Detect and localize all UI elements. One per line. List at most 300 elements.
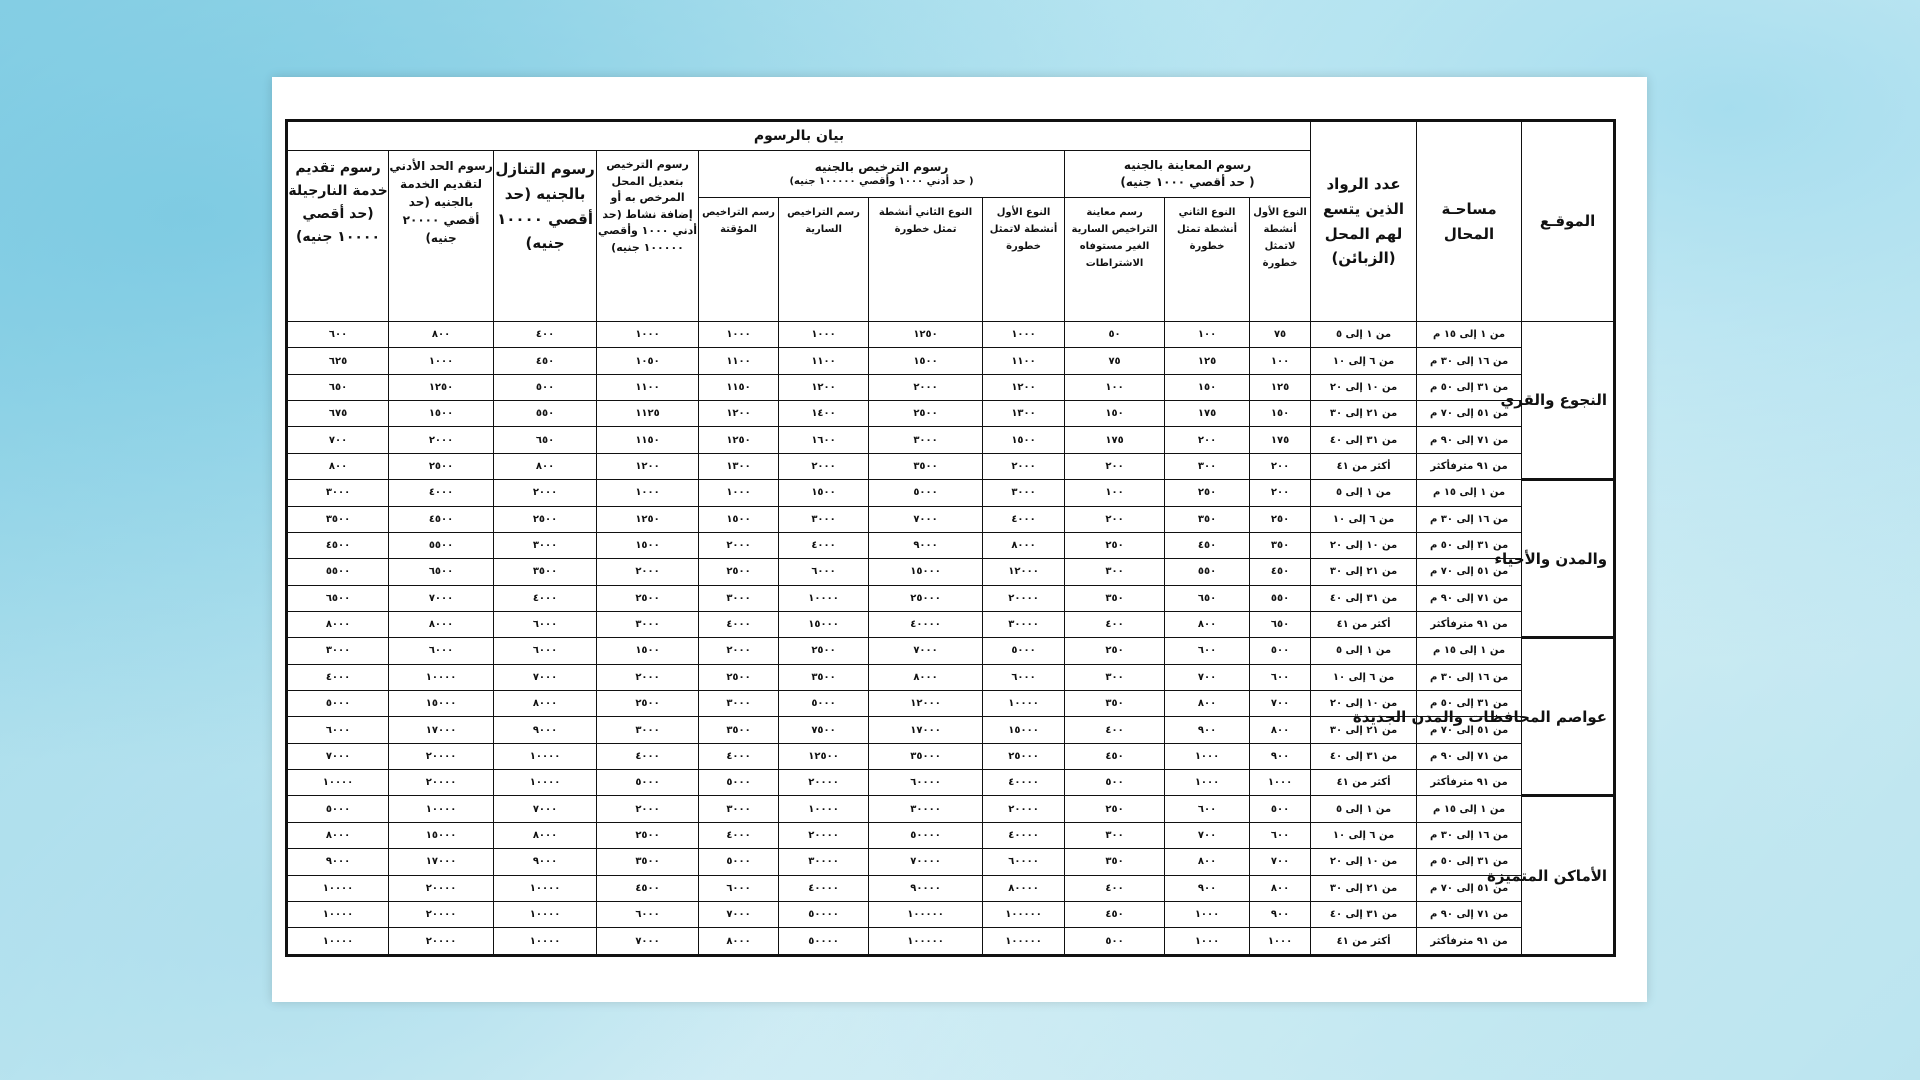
visitors-cell: من ٢١ إلى ٣٠ <box>1311 401 1417 427</box>
fee-cell: ٧٠٠٠ <box>597 928 699 956</box>
fee-cell: ٢٠٠٠ <box>597 796 699 822</box>
area-cell: من ١ إلى ١٥ م <box>1417 638 1522 664</box>
visitors-cell: من ٣١ إلى ٤٠ <box>1311 427 1417 453</box>
visitors-cell: من ١ إلى ٥ <box>1311 796 1417 822</box>
fee-cell: ٣٠٠٠ <box>494 532 597 558</box>
fee-cell: ٤٠٠٠٠ <box>779 875 869 901</box>
fee-cell: ٤٠٠٠ <box>597 743 699 769</box>
fee-cell: ١٥٠٠ <box>389 401 494 427</box>
fee-cell: ٢٠٠٠٠ <box>983 796 1065 822</box>
area-cell: من ٧١ إلى ٩٠ م <box>1417 743 1522 769</box>
table-row <box>287 559 1615 585</box>
table-row <box>287 585 1615 611</box>
fee-cell: ٢٠٠٠٠ <box>983 585 1065 611</box>
table-row <box>287 638 1615 664</box>
fee-cell: ١٦٠٠ <box>779 427 869 453</box>
visitors-cell: أكثر من ٤١ <box>1311 770 1417 796</box>
area-cell: من ٩١ مترفأكثر <box>1417 770 1522 796</box>
table-row <box>287 401 1615 427</box>
area-cell: من ١٦ إلى ٣٠ م <box>1417 822 1522 848</box>
fee-cell: ١٠٠٠٠ <box>779 585 869 611</box>
fee-cell: ١٤٠٠ <box>779 401 869 427</box>
area-cell: من ٧١ إلى ٩٠ م <box>1417 427 1522 453</box>
fee-cell: ٢٥٠٠ <box>597 822 699 848</box>
fee-cell: ١٧٠٠٠ <box>869 717 983 743</box>
header-transfer: رسوم التنازل بالجنيه (حد أقصي ١٠٠٠٠ جنيه) <box>494 151 597 322</box>
table-row <box>287 453 1615 479</box>
fee-cell: ٥٠٠٠ <box>287 796 389 822</box>
fee-cell: ٧٠٠٠ <box>389 585 494 611</box>
fee-cell: ٢٠٠٠ <box>779 453 869 479</box>
fee-cell: ١٠٠٠٠ <box>389 664 494 690</box>
fee-cell: ١٠٠٠٠ <box>494 901 597 927</box>
fee-cell: ٥٠٠٠ <box>597 770 699 796</box>
fee-cell: ٢٥٠٠ <box>597 691 699 717</box>
fee-cell: ٦٠٠٠ <box>699 875 779 901</box>
fee-cell: ٤٠٠٠ <box>287 664 389 690</box>
area-cell: من ٧١ إلى ٩٠ م <box>1417 901 1522 927</box>
fee-cell: ٤٥٠ <box>1250 559 1311 585</box>
fee-cell: ٣٠٠٠ <box>287 480 389 506</box>
visitors-cell: من ٢١ إلى ٣٠ <box>1311 717 1417 743</box>
table-row <box>287 875 1615 901</box>
fee-cell: ٦٠٠ <box>287 322 389 348</box>
fee-cell: ٢٥٠٠ <box>597 585 699 611</box>
fee-cell: ١٢٠٠ <box>699 401 779 427</box>
fee-cell: ٨٠٠ <box>1250 875 1311 901</box>
visitors-cell: من ٦ إلى ١٠ <box>1311 506 1417 532</box>
fee-cell: ٢٥٠٠ <box>699 559 779 585</box>
fee-cell: ٤٠٠ <box>494 322 597 348</box>
fee-cell: ١٥٠٠٠ <box>779 611 869 637</box>
header-insp-type1: النوع الأول أنشطة لاتمثل خطورة <box>1250 198 1311 322</box>
fee-cell: ١٠٠٠ <box>699 322 779 348</box>
fee-cell: ٢٠٠ <box>1065 453 1165 479</box>
fee-cell: ١٠٠٠ <box>597 322 699 348</box>
area-cell: من ١٦ إلى ٣٠ م <box>1417 348 1522 374</box>
fee-cell: ٨٠٠ <box>1165 611 1250 637</box>
fee-cell: ١٢٠٠٠ <box>869 691 983 717</box>
visitors-cell: من ١٠ إلى ٢٠ <box>1311 691 1417 717</box>
area-cell: من ٥١ إلى ٧٠ م <box>1417 875 1522 901</box>
table-row <box>287 611 1615 637</box>
fee-cell: ٦٠٠٠ <box>389 638 494 664</box>
fee-cell: ١٧٠٠٠ <box>389 717 494 743</box>
header-insp-type2: النوع الثاني أنشطة تمثل خطورة <box>1165 198 1250 322</box>
fee-cell: ١٢٥٠ <box>389 374 494 400</box>
fee-cell: ٣٥٠ <box>1065 691 1165 717</box>
fee-cell: ٧٠٠٠٠ <box>869 849 983 875</box>
fee-cell: ٧٠٠ <box>1165 664 1250 690</box>
fee-cell: ٣٠٠٠ <box>983 480 1065 506</box>
fee-cell: ٤٥٠ <box>494 348 597 374</box>
fee-cell: ١٠٠٠٠ <box>494 743 597 769</box>
fee-cell: ٢٥٠٠ <box>389 453 494 479</box>
fee-cell: ١١٢٥ <box>597 401 699 427</box>
fee-cell: ١١٠٠ <box>597 374 699 400</box>
fees-table-body <box>287 322 1615 956</box>
fee-cell: ٦٧٥ <box>287 401 389 427</box>
fee-cell: ٣٠٠ <box>1065 822 1165 848</box>
fee-cell: ٥٠٠ <box>1250 638 1311 664</box>
fee-cell: ١١٥٠ <box>597 427 699 453</box>
fee-cell: ٨٠٠ <box>1165 849 1250 875</box>
fee-cell: ١٠٠٠ <box>983 322 1065 348</box>
fee-cell: ١٢٥ <box>1250 374 1311 400</box>
fee-cell: ١٥٠ <box>1250 401 1311 427</box>
visitors-cell: من ٣١ إلى ٤٠ <box>1311 901 1417 927</box>
fee-cell: ٢٠٠ <box>1065 506 1165 532</box>
fee-cell: ٤٠٠٠ <box>699 822 779 848</box>
fee-cell: ٢٥٠ <box>1065 532 1165 558</box>
visitors-cell: من ١٠ إلى ٢٠ <box>1311 849 1417 875</box>
fee-cell: ١٠٠٠ <box>389 348 494 374</box>
fee-cell: ١٢٠٠٠ <box>983 559 1065 585</box>
fee-cell: ٨٠٠ <box>1250 717 1311 743</box>
location-cell: الأماكن المتميزة <box>1522 796 1615 956</box>
fee-cell: ٣٠٠ <box>1065 664 1165 690</box>
fee-cell: ١٠٠ <box>1065 480 1165 506</box>
area-cell: من ١ إلى ١٥ م <box>1417 796 1522 822</box>
fee-cell: ٨٠٠٠ <box>869 664 983 690</box>
table-row <box>287 822 1615 848</box>
visitors-cell: من ١٠ إلى ٢٠ <box>1311 374 1417 400</box>
table-row <box>287 480 1615 506</box>
fee-cell: ١٠٠٠٠ <box>779 796 869 822</box>
fee-cell: ١٢٥٠ <box>597 506 699 532</box>
fee-cell: ٢٠٠٠٠ <box>779 822 869 848</box>
table-row <box>287 374 1615 400</box>
fee-cell: ٤٠٠ <box>1065 875 1165 901</box>
area-cell: من ٩١ مترفأكثر <box>1417 453 1522 479</box>
area-cell: من ٩١ مترفأكثر <box>1417 611 1522 637</box>
table-row <box>287 322 1615 348</box>
location-cell: النجوع والقري <box>1522 322 1615 480</box>
fee-cell: ٥٠٠ <box>1065 928 1165 956</box>
fee-cell: ٥٠٠٠٠ <box>779 928 869 956</box>
fee-cell: ١٠٠٠٠ <box>494 875 597 901</box>
fee-cell: ٤٠٠٠ <box>494 585 597 611</box>
fee-cell: ٣٥٠ <box>1250 532 1311 558</box>
fee-cell: ٥٠٠ <box>1065 770 1165 796</box>
fee-cell: ٦٠٠٠ <box>287 717 389 743</box>
fee-cell: ٤٥٠ <box>1165 532 1250 558</box>
fee-cell: ١٠٠٠٠٠ <box>869 901 983 927</box>
fee-cell: ٥٠ <box>1065 322 1165 348</box>
fee-cell: ٢٠٠٠٠ <box>389 743 494 769</box>
area-cell: من ١٦ إلى ٣٠ م <box>1417 506 1522 532</box>
fee-cell: ٧٠٠ <box>287 427 389 453</box>
fee-cell: ٢٠٠٠٠ <box>389 770 494 796</box>
table-title: بيان بالرسوم <box>287 121 1311 151</box>
fee-cell: ٨٠٠ <box>1165 691 1250 717</box>
area-cell: من ٣١ إلى ٥٠ م <box>1417 691 1522 717</box>
fee-cell: ٤٠٠٠ <box>983 506 1065 532</box>
fee-cell: ٢٠٠ <box>1165 427 1250 453</box>
fee-cell: ٦٥٠ <box>494 427 597 453</box>
fee-cell: ٢٠٠٠٠ <box>389 875 494 901</box>
fee-cell: ٦٢٥ <box>287 348 389 374</box>
visitors-cell: من ٢١ إلى ٣٠ <box>1311 559 1417 585</box>
fee-cell: ٥٠٠٠٠ <box>779 901 869 927</box>
fee-cell: ٨٠٠٠ <box>494 691 597 717</box>
fee-cell: ٩٠٠ <box>1250 743 1311 769</box>
area-cell: من ١ إلى ١٥ م <box>1417 480 1522 506</box>
fee-cell: ٢٥٠٠٠ <box>983 743 1065 769</box>
fee-cell: ٧٥٠٠ <box>779 717 869 743</box>
document-page <box>272 77 1647 1002</box>
fee-cell: ٤٥٠ <box>1065 901 1165 927</box>
fee-cell: ٨٠٠ <box>494 453 597 479</box>
fee-cell: ٦٠٠ <box>1165 796 1250 822</box>
visitors-cell: من ٣١ إلى ٤٠ <box>1311 585 1417 611</box>
fee-cell: ٧٠٠٠ <box>699 901 779 927</box>
fee-cell: ٦٥٠٠ <box>389 559 494 585</box>
fee-cell: ٢٥٠ <box>1065 796 1165 822</box>
visitors-cell: أكثر من ٤١ <box>1311 453 1417 479</box>
fee-cell: ٦٠٠٠ <box>779 559 869 585</box>
fee-cell: ٢٠٠ <box>1250 453 1311 479</box>
table-row <box>287 901 1615 927</box>
fee-cell: ٤٠٠ <box>1065 717 1165 743</box>
fee-cell: ٦٠٠٠ <box>494 611 597 637</box>
fee-cell: ٤٠٠٠ <box>389 480 494 506</box>
fee-cell: ١٢٠٠ <box>597 453 699 479</box>
fee-cell: ٥٥٠٠ <box>389 532 494 558</box>
fee-cell: ٤٠٠٠٠ <box>869 611 983 637</box>
fee-cell: ١٥٠٠ <box>983 427 1065 453</box>
header-license-group <box>699 151 1065 198</box>
fee-cell: ٣٥٠ <box>1065 849 1165 875</box>
fee-cell: ٢٠٠٠ <box>597 664 699 690</box>
header-min-service: رسوم الحد الأدني لتقديم الخدمة بالجنيه (حد أقصي ٢٠٠٠٠ جنيه) <box>389 151 494 322</box>
table-row <box>287 849 1615 875</box>
fee-cell: ٣٥٠٠ <box>869 453 983 479</box>
fee-cell: ٥٠٠٠ <box>287 691 389 717</box>
fee-cell: ٦٥٠ <box>287 374 389 400</box>
fee-cell: ١٠٠٠ <box>597 480 699 506</box>
header-insp-license: رسم معاينة التراخيص السارية الغير مستوفاه الاشتراطات <box>1065 198 1165 322</box>
fee-cell: ٨٠٠٠ <box>983 532 1065 558</box>
header-lic-temp: رسم التراخيص المؤقتة <box>699 198 779 322</box>
fee-cell: ١١٠٠ <box>983 348 1065 374</box>
fee-cell: ١٥٠٠٠ <box>983 717 1065 743</box>
fee-cell: ١٠٠٠٠ <box>287 875 389 901</box>
header-visitors: عدد الرواد الذين يتسع لهم المحل (الزبائن) <box>1311 121 1417 322</box>
fee-cell: ١٧٥ <box>1065 427 1165 453</box>
fee-cell: ١٠٠٠٠ <box>287 901 389 927</box>
fee-cell: ٢٥٠٠ <box>494 506 597 532</box>
fee-cell: ٧٠٠٠ <box>494 796 597 822</box>
fee-cell: ٦٥٠٠ <box>287 585 389 611</box>
fee-cell: ٦٠٠٠ <box>494 638 597 664</box>
fee-cell: ١٠٠٠ <box>1165 901 1250 927</box>
fee-cell: ٢٠٠٠ <box>869 374 983 400</box>
fee-cell: ٤٠٠٠ <box>779 532 869 558</box>
header-area: مساحـة المحال <box>1417 121 1522 322</box>
fee-cell: ١٥٠٠ <box>869 348 983 374</box>
fee-cell: ٥٥٠ <box>1165 559 1250 585</box>
fee-cell: ١٥٠ <box>1165 374 1250 400</box>
fee-cell: ٥٠٠٠ <box>983 638 1065 664</box>
fee-cell: ٧٠٠٠ <box>494 664 597 690</box>
fee-cell: ٦٠٠ <box>1165 638 1250 664</box>
fee-cell: ٨٠٠٠ <box>287 611 389 637</box>
fee-cell: ١٥٠٠ <box>779 480 869 506</box>
fee-cell: ١٥٠٠ <box>597 532 699 558</box>
location-cell: والمدن والأحياء <box>1522 480 1615 638</box>
fee-cell: ٢٥٠ <box>1250 506 1311 532</box>
fee-cell: ١٢٠٠ <box>779 374 869 400</box>
fee-cell: ١٠٠ <box>1065 374 1165 400</box>
fee-cell: ١٢٥ <box>1165 348 1250 374</box>
fee-cell: ١٠٥٠ <box>597 348 699 374</box>
fee-cell: ٢٥٠٠ <box>699 664 779 690</box>
area-cell: من ٥١ إلى ٧٠ م <box>1417 401 1522 427</box>
fee-cell: ٥٠٠ <box>494 374 597 400</box>
fee-cell: ٩٠٠ <box>1165 875 1250 901</box>
fee-cell: ٧٠٠ <box>1165 822 1250 848</box>
fee-cell: ٢٠٠٠ <box>494 480 597 506</box>
visitors-cell: من ٦ إلى ١٠ <box>1311 664 1417 690</box>
fee-cell: ٩٠٠٠ <box>869 532 983 558</box>
fee-cell: ٣٥٠٠ <box>699 717 779 743</box>
fee-cell: ١٥٠٠٠ <box>389 822 494 848</box>
visitors-cell: من ١٠ إلى ٢٠ <box>1311 532 1417 558</box>
fee-cell: ١٠٠٠ <box>1165 928 1250 956</box>
fee-cell: ٦٥٠ <box>1250 611 1311 637</box>
table-row <box>287 348 1615 374</box>
area-cell: من ٣١ إلى ٥٠ م <box>1417 374 1522 400</box>
fee-cell: ٦٠٠٠ <box>597 901 699 927</box>
fee-cell: ١٢٥٠ <box>699 427 779 453</box>
fee-cell: ١٧٠٠٠ <box>389 849 494 875</box>
fee-cell: ٣٠٠ <box>1165 453 1250 479</box>
header-modify: رسوم الترخيص بتعديل المحل المرخص به أو إضافة نشاط (حد أدني ١٠٠٠ وأقصي ١٠٠٠٠٠ جنيه) <box>597 151 699 322</box>
fee-cell: ٢٠٠٠ <box>699 638 779 664</box>
fee-cell: ١٥٠٠ <box>699 506 779 532</box>
fee-cell: ٣٠٠ <box>1065 559 1165 585</box>
fee-cell: ٦٠٠٠ <box>983 664 1065 690</box>
fee-cell: ٣٥٠٠ <box>597 849 699 875</box>
fee-cell: ٨٠٠٠٠ <box>983 875 1065 901</box>
fee-cell: ٢٠٠ <box>1250 480 1311 506</box>
fee-cell: ٦٠٠ <box>1250 822 1311 848</box>
fee-cell: ٤٥٠ <box>1065 743 1165 769</box>
visitors-cell: من ٣١ إلى ٤٠ <box>1311 743 1417 769</box>
fee-cell: ١٢٥٠ <box>869 322 983 348</box>
fee-cell: ٤٠٠٠٠ <box>983 822 1065 848</box>
table-row <box>287 532 1615 558</box>
visitors-cell: من ١ إلى ٥ <box>1311 322 1417 348</box>
fee-cell: ١٠٠٠ <box>779 322 869 348</box>
visitors-cell: من ١ إلى ٥ <box>1311 480 1417 506</box>
fee-cell: ٣٠٠٠ <box>597 611 699 637</box>
visitors-cell: أكثر من ٤١ <box>1311 928 1417 956</box>
table-row <box>287 770 1615 796</box>
fee-cell: ٨٠٠٠ <box>389 611 494 637</box>
fee-cell: ٦٠٠٠٠ <box>869 770 983 796</box>
location-cell: عواصم المحافظات والمدن الجديدة <box>1522 638 1615 796</box>
fee-cell: ١٠٠٠ <box>1165 770 1250 796</box>
fee-cell: ٣٠٠٠٠ <box>983 611 1065 637</box>
fee-cell: ٩٠٠٠ <box>287 849 389 875</box>
fee-cell: ١٣٠٠ <box>983 401 1065 427</box>
fee-cell: ٤٥٠٠ <box>597 875 699 901</box>
fee-cell: ٢٥٠٠ <box>869 401 983 427</box>
fee-cell: ٩٠٠ <box>1165 717 1250 743</box>
fee-cell: ٣٠٠٠٠ <box>779 849 869 875</box>
visitors-cell: من ٢١ إلى ٣٠ <box>1311 875 1417 901</box>
fee-cell: ٣٠٠٠ <box>699 691 779 717</box>
fee-cell: ٣٥٠٠٠ <box>869 743 983 769</box>
area-cell: من ٩١ مترفأكثر <box>1417 928 1522 956</box>
fee-cell: ٢٠٠٠ <box>699 532 779 558</box>
fee-cell: ٧٠٠ <box>1250 849 1311 875</box>
visitors-cell: من ١ إلى ٥ <box>1311 638 1417 664</box>
fee-cell: ٢٥٠ <box>1165 480 1250 506</box>
fee-cell: ٢٠٠٠ <box>597 559 699 585</box>
fee-cell: ١٠٠٠ <box>1250 770 1311 796</box>
fee-cell: ٩٠٠٠ <box>494 849 597 875</box>
fee-cell: ٩٠٠ <box>1250 901 1311 927</box>
fee-cell: ٧٠٠٠ <box>869 506 983 532</box>
fee-cell: ٨٠٠ <box>287 453 389 479</box>
fee-cell: ١٠٠٠٠٠ <box>983 901 1065 927</box>
table-row <box>287 796 1615 822</box>
license-group-note: ( حد أدني ١٠٠٠ وأقصي ١٠٠٠٠٠ جنيه) <box>789 176 974 188</box>
header-inspection-group <box>1065 151 1311 198</box>
fee-cell: ٣٠٠٠ <box>699 585 779 611</box>
fee-cell: ٣٥٠ <box>1165 506 1250 532</box>
fee-cell: ١٢٠٠ <box>983 374 1065 400</box>
fee-cell: ٧٠٠ <box>1250 691 1311 717</box>
table-row <box>287 506 1615 532</box>
table-row <box>287 427 1615 453</box>
fee-cell: ٣٠٠٠ <box>779 506 869 532</box>
fee-cell: ١١٠٠ <box>699 348 779 374</box>
fee-cell: ٤٠٠٠٠ <box>983 770 1065 796</box>
fee-cell: ١٥٠٠ <box>597 638 699 664</box>
fee-cell: ٢٠٠٠٠ <box>389 901 494 927</box>
fee-cell: ٦٠٠٠٠ <box>983 849 1065 875</box>
fee-cell: ١٧٥ <box>1165 401 1250 427</box>
fee-cell: ٧٠٠٠ <box>287 743 389 769</box>
fee-cell: ١٢٥٠٠ <box>779 743 869 769</box>
fee-cell: ٣٥٠٠ <box>779 664 869 690</box>
fee-cell: ٥٠٠٠٠ <box>869 822 983 848</box>
fee-cell: ١٠٠ <box>1250 348 1311 374</box>
fee-cell: ٣٠٠٠ <box>597 717 699 743</box>
fee-cell: ١٣٠٠ <box>699 453 779 479</box>
fee-cell: ٢٥٠٠ <box>779 638 869 664</box>
table-row <box>287 743 1615 769</box>
fee-cell: ٥٠٠٠ <box>699 849 779 875</box>
fee-cell: ٢٠٠٠ <box>983 453 1065 479</box>
fee-cell: ٣٠٠٠ <box>699 796 779 822</box>
fee-cell: ١١٠٠ <box>779 348 869 374</box>
header-lic-valid: رسم التراخيص السارية <box>779 198 869 322</box>
fee-cell: ١٠٠٠٠٠ <box>983 928 1065 956</box>
fee-cell: ٨٠٠ <box>389 322 494 348</box>
area-cell: من ١٦ إلى ٣٠ م <box>1417 664 1522 690</box>
fee-cell: ١٥٠ <box>1065 401 1165 427</box>
fee-cell: ١٠٠٠٠ <box>494 928 597 956</box>
area-cell: من ٧١ إلى ٩٠ م <box>1417 585 1522 611</box>
fee-cell: ٦٠٠ <box>1250 664 1311 690</box>
fee-cell: ٤٠٠٠ <box>699 611 779 637</box>
fee-cell: ١٠٠ <box>1165 322 1250 348</box>
